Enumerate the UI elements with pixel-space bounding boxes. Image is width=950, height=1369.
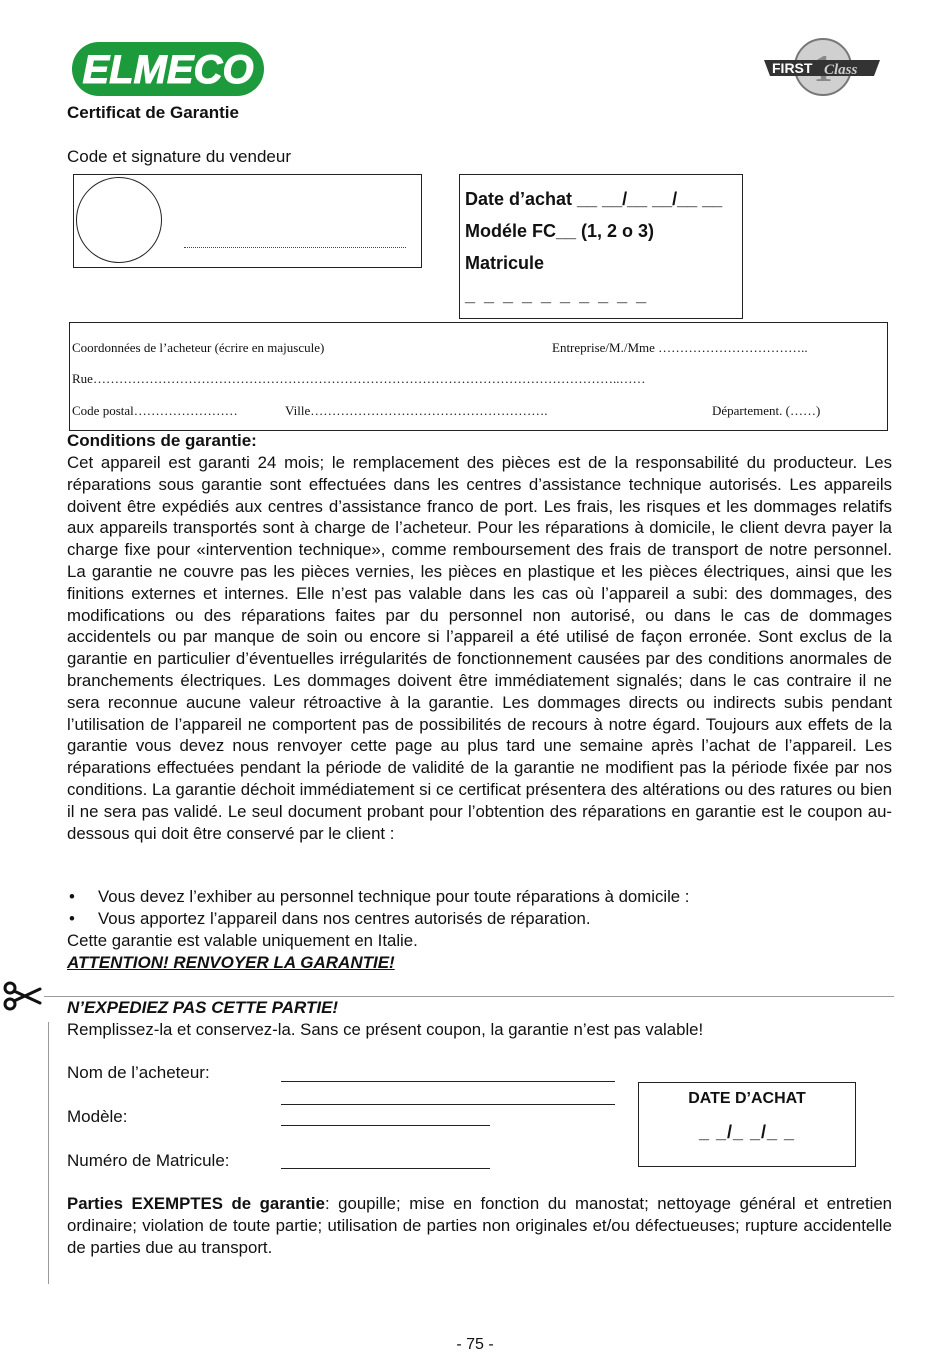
validity-note: Cette garantie est valable uniquement en Italie. [67, 931, 418, 950]
buyer-company-field[interactable]: Entreprise/M./Mme …………………………….. [552, 340, 808, 355]
buyer-name-field[interactable] [281, 1081, 615, 1082]
elmeco-logo [70, 38, 266, 100]
elmeco-logo-text: ELMECO [82, 48, 254, 92]
first-class-logo [762, 36, 884, 100]
buyer-city-field[interactable]: Ville………………………………………………. [285, 403, 548, 418]
coupon-date-blanks[interactable]: _ _/_ _/_ _ [698, 1122, 796, 1142]
badge-first-text: FIRST [772, 60, 813, 76]
seller-label: Code et signature du vendeur [67, 147, 291, 166]
serial-blanks[interactable]: _ _ _ _ _ _ _ _ _ _ [465, 285, 649, 305]
purchase-info-box [459, 174, 743, 319]
buyer-name-field-2[interactable] [281, 1104, 615, 1105]
seller-signature-box[interactable] [73, 174, 422, 268]
cut-line [44, 996, 894, 997]
exempt-parts-paragraph [67, 1193, 892, 1258]
coupon-date-title: DATE D’ACHAT [688, 1090, 806, 1107]
list-item: • Vous apportez l’appareil dans nos centres autorisés de réparation. [67, 908, 892, 930]
page-number: - 75 - [456, 1336, 494, 1353]
buyer-coords-label: Coordonnées de l’acheteur (écrire en majuscule) [72, 340, 325, 355]
buyer-street-field[interactable]: Rue…………………………………………………………………………………………………………..…… [72, 371, 646, 386]
page-title: Certificat de Garantie [67, 103, 239, 122]
coupon-warning: N’EXPEDIEZ PAS CETTE PARTIE! [67, 998, 339, 1017]
seller-signature-line [184, 247, 406, 248]
attention-notice: ATTENTION! RENVOYER LA GARANTIE! [67, 953, 395, 972]
buyer-details-box [69, 322, 888, 431]
conditions-title: Conditions de garantie: [67, 431, 257, 450]
coupon-model-label: Modèle: [67, 1107, 128, 1126]
scissors-icon [2, 981, 42, 1011]
buyer-postal-field[interactable]: Code postal…………………… [72, 403, 238, 418]
coupon-serial-field[interactable] [281, 1168, 490, 1169]
exempt-parts-title: Parties EXEMPTES de garantie [67, 1194, 325, 1213]
coupon-instruction: Remplissez-la et conservez-la. Sans ce présent coupon, la garantie n’est pas valable! [67, 1020, 704, 1039]
buyer-department-field[interactable]: Département. (……) [712, 403, 821, 418]
badge-class-text: Class [824, 62, 858, 78]
conditions-body: Cet appareil est garanti 24 mois; le remplacement des pièces est de la responsabilité du producteur. Les réparations sous garantie sont effectuées dans les centres d’assistance technique autorisés. Les appareils doivent être expédiés aux centres d’assistance franco de port. Les frais, les risques et les dommages relatifs aux appareils transportés sont à charge de l’acheteur. Pour les réparations à domicile, le client devra payer la charge fixe pour «intervention technique», comme remboursement des frais de transport de notre personnel. La garantie ne couvre pas les pièces vernies, les pièces en plastique et les pièces électriques, ainsi que les finitions externes et internes. Elle n’est pas valable dans les cas où l’appareil a subi: des dommages, des modifications ou des réparations faites par du personnel non autorisé, ou dans le cas de dommages accidentels ou par manque de soin ou encore si l’appareil a été utilisé de façon erronée. Sont exclus de la garantie en particulier d’éventuelles irrégularités de fonctionnement causées par des conditions anormales de branchements électriques. Les dommages doivent être immédiatement signalés; dans le cas contraire il ne sera reconnue aucune valeur rétroactive à la garantie. Les dommages directs ou indirects subis pendant l’utilisation de l’appareil ne comportent pas de possibilités de recours à notre égard. Toujours aux effets de la garantie vous devez nous renvoyer cette page au plus tard une semaine après l’achat de l’appareil. Les réparations effectuées pendant la période de validité de la garantie ne modifient pas la période fixée par nos conditions. La garantie déchoit immédiatement si ce certificat présentera des altérations ou des ratures ou bien il ne sera pas validé. Le seul document probant pour l’obtention des réparations en garantie est le coupon au-dessous qui doit être conservé par le client : [67, 453, 892, 843]
buyer-name-label: Nom de l’acheteur: [67, 1063, 210, 1082]
coupon-model-field[interactable] [281, 1125, 490, 1126]
serial-label: Matricule [465, 253, 545, 273]
model-label[interactable]: Modéle FC__ (1, 2 o 3) [465, 221, 655, 241]
purchase-date-label[interactable]: Date d’achat __ __/__ __/__ __ [465, 189, 723, 209]
conditions-bullet-list [67, 886, 892, 930]
coupon-serial-label: Numéro de Matricule: [67, 1151, 230, 1170]
coupon-date-box [638, 1082, 856, 1167]
coupon-side-border [48, 1022, 49, 1284]
seller-stamp-circle [76, 177, 162, 263]
list-item: • Vous devez l’exhiber au personnel technique pour toute réparations à domicile : [67, 886, 892, 908]
exempt-parts-body: : goupille; mise en fonction du manostat; nettoyage général et entretien ordinaire; violation de toute partie; utilisation de parties non originales et/ou défectueuses; rupture accidentelle de parties due au transport. [67, 1194, 892, 1257]
